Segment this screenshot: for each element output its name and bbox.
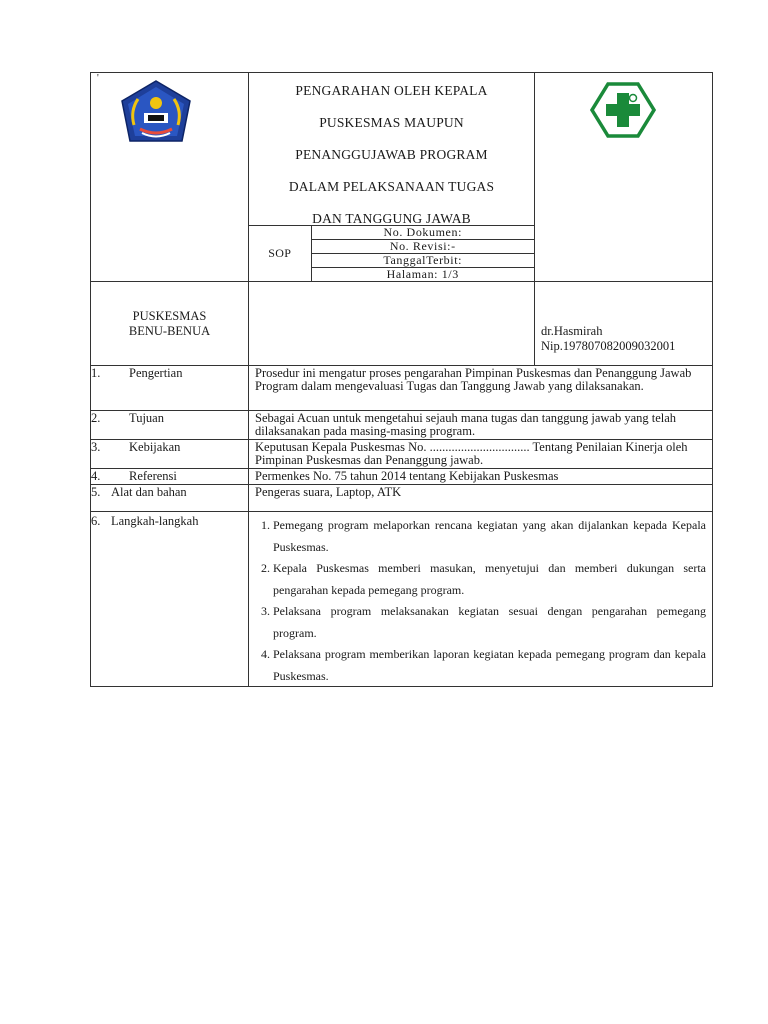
steps-list xyxy=(249,512,712,687)
left-logo-cell xyxy=(91,73,249,282)
section-label: Langkah-langkah xyxy=(111,514,199,528)
section-label-cell xyxy=(91,440,249,469)
section-row xyxy=(91,440,713,469)
section-label: Tujuan xyxy=(129,411,164,425)
section-label-cell xyxy=(91,469,249,485)
meta-issue-date: TanggalTerbit: xyxy=(311,254,534,268)
section-row xyxy=(91,512,713,687)
org-name-cell xyxy=(91,282,249,366)
section-label-cell xyxy=(91,485,249,512)
section-content-cell xyxy=(249,411,713,440)
section-text: Sebagai Acuan untuk mengetahui sejauh mana tugas dan tanggung jawab yang telah dilaksanakan pada masing-masing program. xyxy=(255,411,677,438)
signature-blank-cell xyxy=(249,282,535,366)
title-line: DAN TANGGUNG JAWAB xyxy=(312,211,471,226)
step-item: 2. Kepala Puskesmas memberi masukan, menyetujui dan memberi dukungan serta pengarahan kepada pemegang program. xyxy=(273,557,706,601)
document-meta xyxy=(249,225,534,281)
meta-document-number: No. Dokumen: xyxy=(311,226,534,240)
section-label: Alat dan bahan xyxy=(111,485,187,499)
section-text: Keputusan Kepala Puskesmas No. ................................ Tentang Penilaian Kinerja oleh Pimpinan Puskesmas dan Penanggung jawab. xyxy=(255,440,688,467)
right-logo-cell xyxy=(535,73,713,282)
section-text: Permenkes No. 75 tahun 2014 tentang Kebijakan Puskesmas xyxy=(255,469,559,483)
step-item: 1. Pemegang program melaporkan rencana kegiatan yang akan dijalankan kepada Kepala Puskesmas. xyxy=(273,514,706,558)
document-title xyxy=(249,73,534,225)
org-row xyxy=(91,282,713,366)
header-row xyxy=(91,73,713,282)
title-line: DALAM PELAKSANAAN TUGAS xyxy=(288,179,495,194)
section-label: Referensi xyxy=(129,469,177,483)
section-content-cell xyxy=(249,440,713,469)
step-item: 4. Pelaksana program memberikan laporan kegiatan kepada pemegang program dan kepala Puskesmas. xyxy=(273,643,706,687)
step-item: 3. Pelaksana program melaksanakan kegiatan sesuai dengan pengarahan pemegang program. xyxy=(273,600,706,644)
section-number: 6. xyxy=(91,514,101,528)
section-row xyxy=(91,469,713,485)
section-number: 1. xyxy=(91,366,101,380)
section-number: 2. xyxy=(91,411,101,425)
section-label-cell xyxy=(91,512,249,687)
org-name-line: BENU-BENUA xyxy=(128,323,211,338)
org-name-line: PUSKESMAS xyxy=(132,308,207,323)
section-row xyxy=(91,366,713,411)
section-number: 5. xyxy=(91,485,101,499)
section-label-cell xyxy=(91,411,249,440)
puskesmas-cross-icon xyxy=(590,82,656,138)
sop-table xyxy=(90,72,713,687)
section-content-cell xyxy=(249,469,713,485)
title-line: PUSKESMAS MAUPUN xyxy=(319,115,464,130)
regency-emblem-icon xyxy=(120,79,192,143)
signer-name: dr.Hasmirah xyxy=(541,324,603,338)
section-row xyxy=(91,411,713,440)
section-text: Pengeras suara, Laptop, ATK xyxy=(255,485,402,499)
section-content-cell xyxy=(249,485,713,512)
title-cell xyxy=(249,73,535,282)
signer-cell xyxy=(535,282,713,366)
meta-page: Halaman: 1/3 xyxy=(311,268,534,282)
section-label: Pengertian xyxy=(129,366,183,380)
section-number: 4. xyxy=(91,469,101,483)
signer-nip: Nip.197807082009032001 xyxy=(541,339,676,353)
section-label: Kebijakan xyxy=(129,440,181,454)
section-row xyxy=(91,485,713,512)
corner-mark: ' xyxy=(97,73,99,84)
title-line: PENANGGUJAWAB PROGRAM xyxy=(295,147,488,162)
section-number: 3. xyxy=(91,440,101,454)
title-line: PENGARAHAN OLEH KEPALA xyxy=(295,83,488,98)
section-content-cell xyxy=(249,366,713,411)
section-label-cell xyxy=(91,366,249,411)
section-text: Prosedur ini mengatur proses pengarahan Pimpinan Puskesmas dan Penanggung Jawab Program dalam mengevaluasi Tugas dan Tanggung Jawab yang dilaksanakan. xyxy=(255,366,692,393)
steps-content-cell xyxy=(249,512,713,687)
sop-label: SOP xyxy=(249,226,311,282)
meta-revision: No. Revisi:- xyxy=(311,240,534,254)
